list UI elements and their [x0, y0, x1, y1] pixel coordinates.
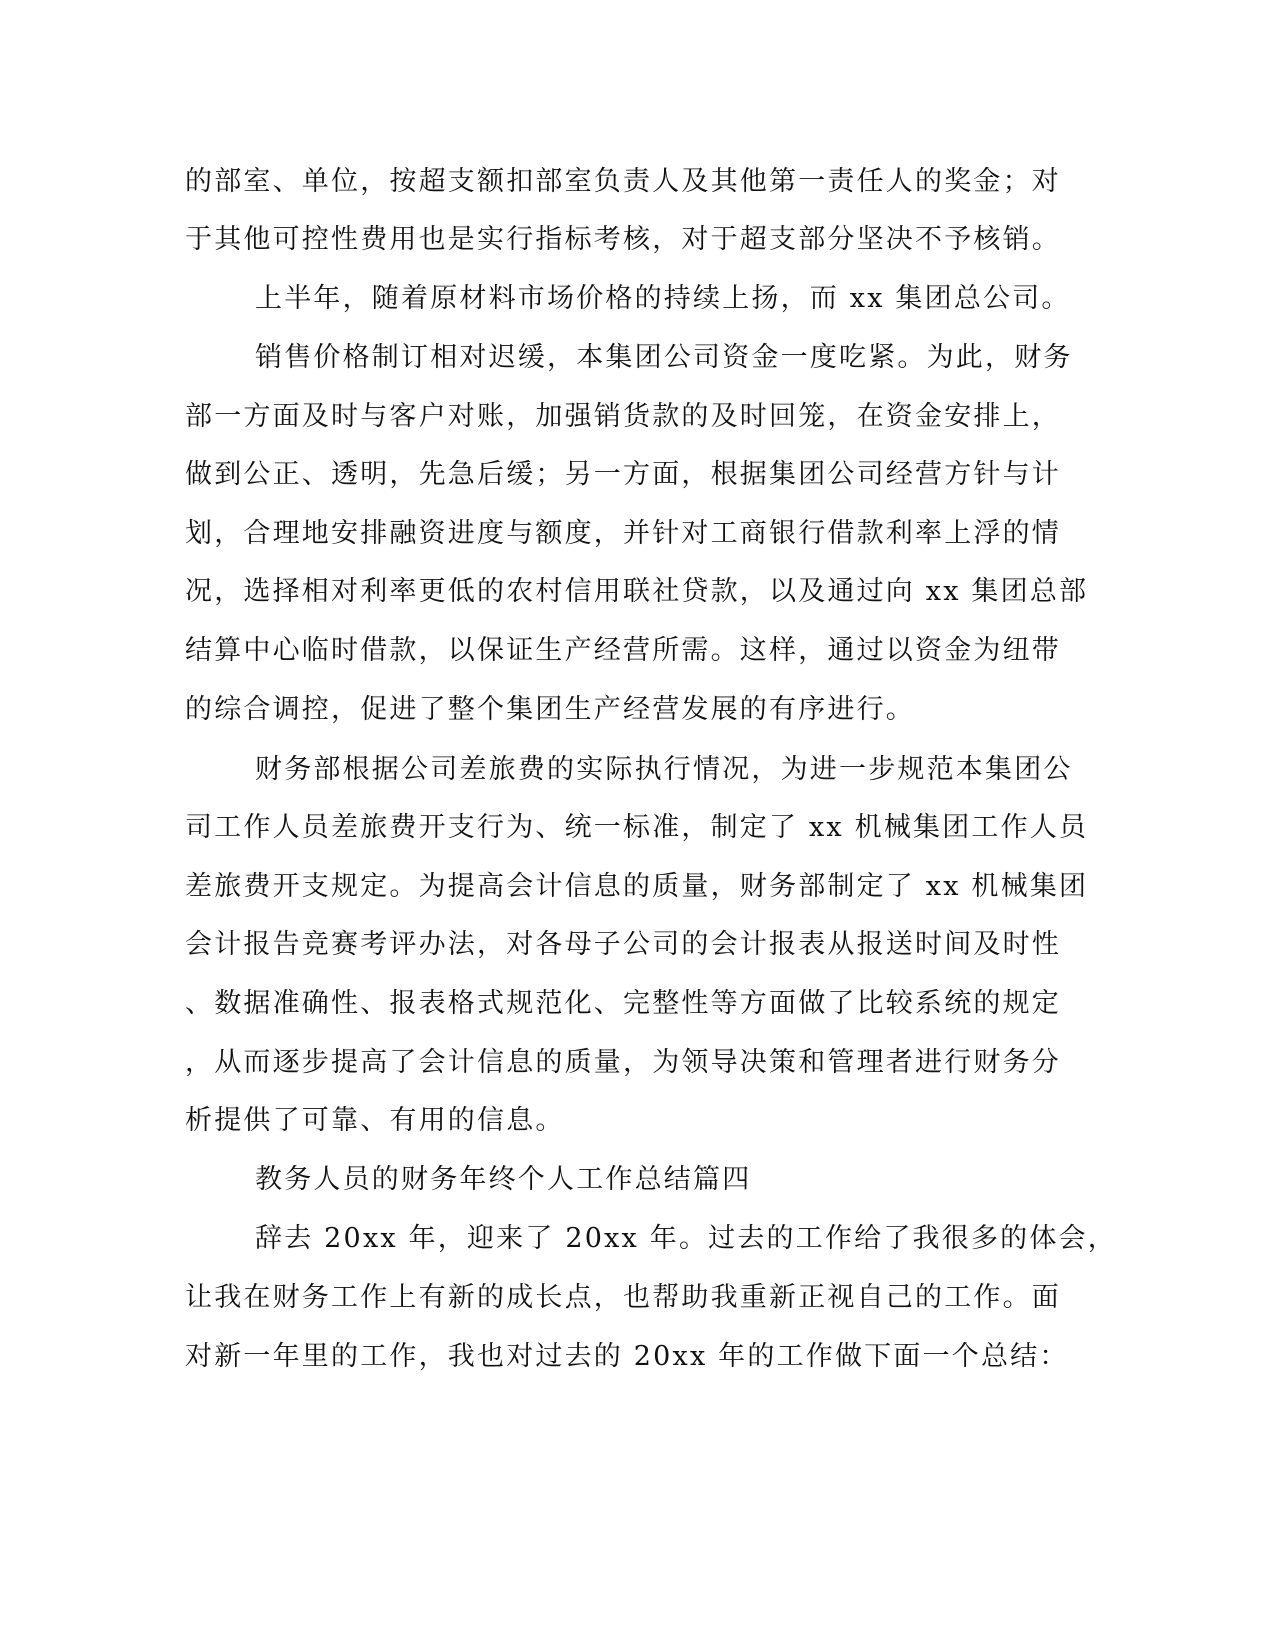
- section-heading: 教务人员的财务年终个人工作总结篇四: [255, 1164, 752, 1195]
- text-line: 让我在财务工作上有新的成长点，也帮助我重新正视自己的工作。面: [185, 1282, 1061, 1313]
- text-line: 部一方面及时与客户对账，加强销货款的及时回笼，在资金安排上，: [185, 401, 1061, 432]
- paragraph-start-line: 辞去 20xx 年，迎来了 20xx 年。过去的工作给了我很多的体会，: [255, 1223, 1117, 1254]
- text-line: 差旅费开支规定。为提高会计信息的质量，财务部制定了 xx 机械集团: [185, 871, 1089, 902]
- paragraph-start-line: 销售价格制订相对迟缓，本集团公司资金一度吃紧。为此，财务: [255, 342, 1073, 373]
- text-line: 司工作人员差旅费开支行为、统一标准，制定了 xx 机械集团工作人员: [185, 812, 1089, 843]
- paragraph-start-line: 上半年，随着原材料市场价格的持续上扬，而 xx 集团总公司。: [255, 283, 1071, 314]
- text-line: 的综合调控，促进了整个集团生产经营发展的有序进行。: [185, 694, 915, 725]
- paragraph-start-line: 财务部根据公司差旅费的实际执行情况，为进一步规范本集团公: [255, 754, 1073, 785]
- text-line: 会计报告竞赛考评办法，对各母子公司的会计报表从报送时间及时性: [185, 929, 1061, 960]
- text-line: 对新一年里的工作，我也对过去的 20xx 年的工作做下面一个总结：: [185, 1341, 1069, 1372]
- text-line: 划，合理地安排融资进度与额度，并针对工商银行借款利率上浮的情: [185, 518, 1061, 549]
- text-line: 析提供了可靠、有用的信息。: [185, 1105, 565, 1136]
- text-line: 况，选择相对利率更低的农村信用联社贷款，以及通过向 xx 集团总部: [185, 576, 1089, 607]
- text-line: 于其他可控性费用也是实行指标考核，对于超支部分坚决不予核销。: [185, 224, 1061, 255]
- text-line: 结算中心临时借款，以保证生产经营所需。这样，通过以资金为纽带: [185, 635, 1061, 666]
- text-line: 的部室、单位，按超支额扣部室负责人及其他第一责任人的奖金；对: [185, 166, 1061, 197]
- text-line: 、数据准确性、报表格式规范化、完整性等方面做了比较系统的规定: [185, 988, 1061, 1019]
- text-line: ，从而逐步提高了会计信息的质量，为领导决策和管理者进行财务分: [185, 1047, 1061, 1078]
- text-line: 做到公正、透明，先急后缓；另一方面，根据集团公司经营方针与计: [185, 459, 1061, 490]
